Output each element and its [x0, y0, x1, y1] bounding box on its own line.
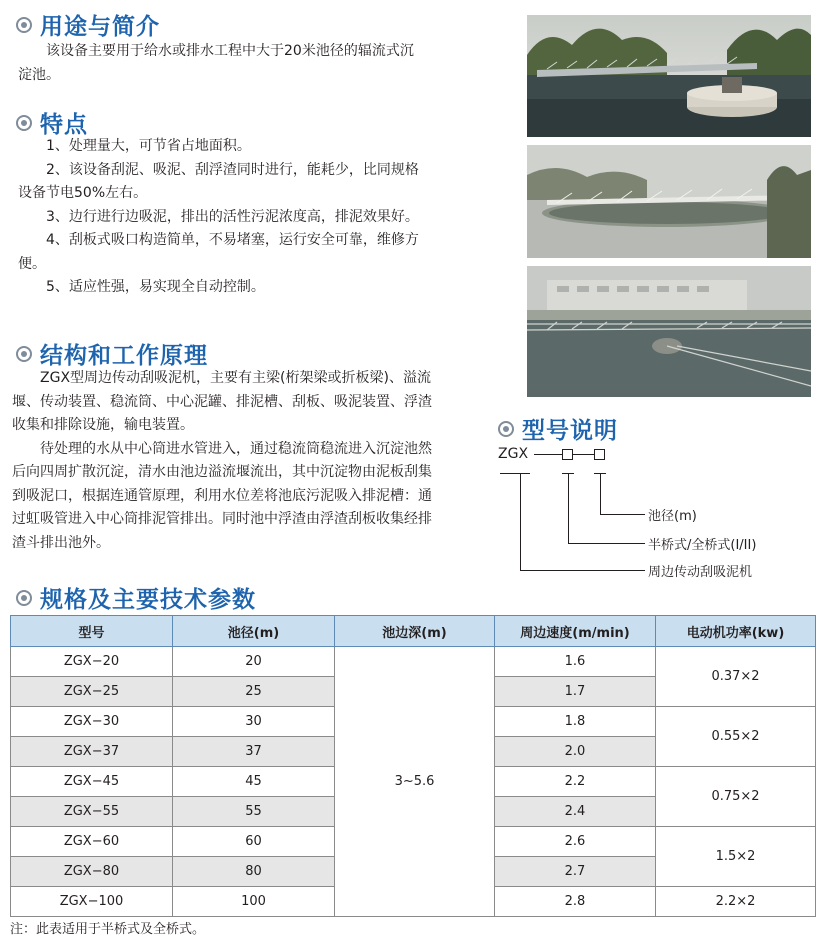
feature-item: 4、刮板式吸口构造简单，不易堵塞，运行安全可靠，维修方便。	[18, 232, 419, 272]
cell-speed: 2.0	[495, 737, 656, 767]
cell-speed: 1.8	[495, 707, 656, 737]
cell-diameter: 45	[173, 767, 335, 797]
heading-specs-text: 规格及主要技术参数	[40, 587, 256, 613]
bullet-icon	[16, 115, 32, 131]
model-leader	[520, 473, 521, 570]
model-code: ZGX	[498, 446, 529, 462]
cell-diameter: 55	[173, 797, 335, 827]
table-note: 注：此表适用于半桥式及全桥式。	[10, 922, 206, 937]
model-dash	[573, 454, 594, 455]
cell-model: ZGX−20	[11, 647, 173, 677]
cell-diameter: 30	[173, 707, 335, 737]
model-leader	[600, 473, 601, 514]
bullet-icon	[16, 17, 32, 33]
usage-text: 该设备主要用于给水或排水工程中大于20米池径的辐流式沉淀池。	[18, 43, 414, 83]
heading-features-text: 特点	[40, 112, 88, 138]
bullet-icon	[498, 421, 514, 437]
cell-model: ZGX−60	[11, 827, 173, 857]
cell-power: 0.37×2	[656, 647, 816, 707]
cell-speed: 2.2	[495, 767, 656, 797]
structure-paragraph: 待处理的水从中心筒进水管进入，通过稳流筒稳流进入沉淀池然后向四周扩散沉淀，清水由池边溢流堰流出，其中沉淀物由泥板刮集到吸泥口，根据连通管原理，利用水位差将池底污泥吸入排泥槽：通过虹吸管进入中心筒排泥管排出。同时池中浮渣由浮渣刮板收集经排渣斗排出池外。	[12, 440, 432, 551]
cell-power: 0.55×2	[656, 707, 816, 767]
cell-speed: 2.7	[495, 857, 656, 887]
cell-model: ZGX−30	[11, 707, 173, 737]
cell-diameter: 37	[173, 737, 335, 767]
heading-usage-text: 用途与简介	[40, 14, 160, 40]
cell-power: 0.75×2	[656, 767, 816, 827]
cell-diameter: 60	[173, 827, 335, 857]
header-model: 型号	[11, 616, 173, 647]
cell-speed: 1.7	[495, 677, 656, 707]
model-leader	[600, 514, 645, 515]
cell-depth: 3~5.6	[335, 647, 495, 917]
model-label-type: 周边传动刮吸泥机	[648, 565, 753, 580]
features-list	[18, 135, 423, 300]
cell-diameter: 25	[173, 677, 335, 707]
structure-paragraph: ZGX型周边传动刮吸泥机，主要有主梁(桁架梁或折板梁)、溢流堰、传动装置、稳流筒、中心泥罐、排泥槽、刮板、吸泥装置、浮渣收集和排除设施，输电装置。	[12, 370, 432, 433]
header-power: 电动机功率(kw)	[656, 616, 816, 647]
heading-model	[498, 412, 618, 445]
heading-model-text: 型号说明	[522, 418, 618, 444]
header-diameter: 池径(m)	[173, 616, 335, 647]
header-speed: 周边速度(m/min)	[495, 616, 656, 647]
feature-item: 2、该设备刮泥、吸泥、刮浮渣同时进行，能耗少，比同规格设备节电50%左右。	[18, 161, 419, 201]
heading-structure	[16, 337, 208, 370]
table-row	[11, 647, 816, 677]
cell-speed: 2.6	[495, 827, 656, 857]
heading-structure-text: 结构和工作原理	[40, 343, 208, 369]
table-header-row	[11, 616, 816, 647]
heading-specs	[16, 581, 256, 614]
model-leader	[520, 570, 645, 571]
heading-usage	[16, 8, 160, 41]
bullet-icon	[16, 346, 32, 362]
model-leader	[568, 543, 645, 544]
cell-model: ZGX−100	[11, 887, 173, 917]
cell-power: 2.2×2	[656, 887, 816, 917]
photo-sedimentation-tank-1	[527, 15, 811, 137]
model-box-1	[562, 449, 573, 460]
model-label-bridge: 半桥式/全桥式(I/II)	[648, 538, 757, 553]
header-depth: 池边深(m)	[335, 616, 495, 647]
cell-speed: 2.4	[495, 797, 656, 827]
spec-table	[10, 615, 816, 917]
model-box-2	[594, 449, 605, 460]
model-dash	[534, 454, 562, 455]
cell-model: ZGX−37	[11, 737, 173, 767]
photo-sedimentation-tank-2	[527, 145, 811, 258]
cell-speed: 1.6	[495, 647, 656, 677]
bullet-icon	[16, 590, 32, 606]
model-label-diameter: 池径(m)	[648, 509, 697, 524]
cell-diameter: 20	[173, 647, 335, 677]
model-underline	[500, 473, 530, 474]
cell-speed: 2.8	[495, 887, 656, 917]
cell-model: ZGX−25	[11, 677, 173, 707]
model-diagram	[498, 446, 798, 586]
model-leader	[568, 473, 569, 543]
feature-item: 5、适应性强，易实现全自动控制。	[46, 279, 265, 295]
cell-model: ZGX−45	[11, 767, 173, 797]
cell-model: ZGX−80	[11, 857, 173, 887]
cell-power: 1.5×2	[656, 827, 816, 887]
cell-diameter: 100	[173, 887, 335, 917]
feature-item: 1、处理量大，可节省占地面积。	[46, 138, 251, 154]
structure-text	[12, 367, 438, 555]
cell-model: ZGX−55	[11, 797, 173, 827]
feature-item: 3、边行进行边吸泥，排出的活性污泥浓度高，排泥效果好。	[46, 208, 419, 225]
cell-diameter: 80	[173, 857, 335, 887]
photo-sedimentation-tank-3	[527, 266, 811, 397]
